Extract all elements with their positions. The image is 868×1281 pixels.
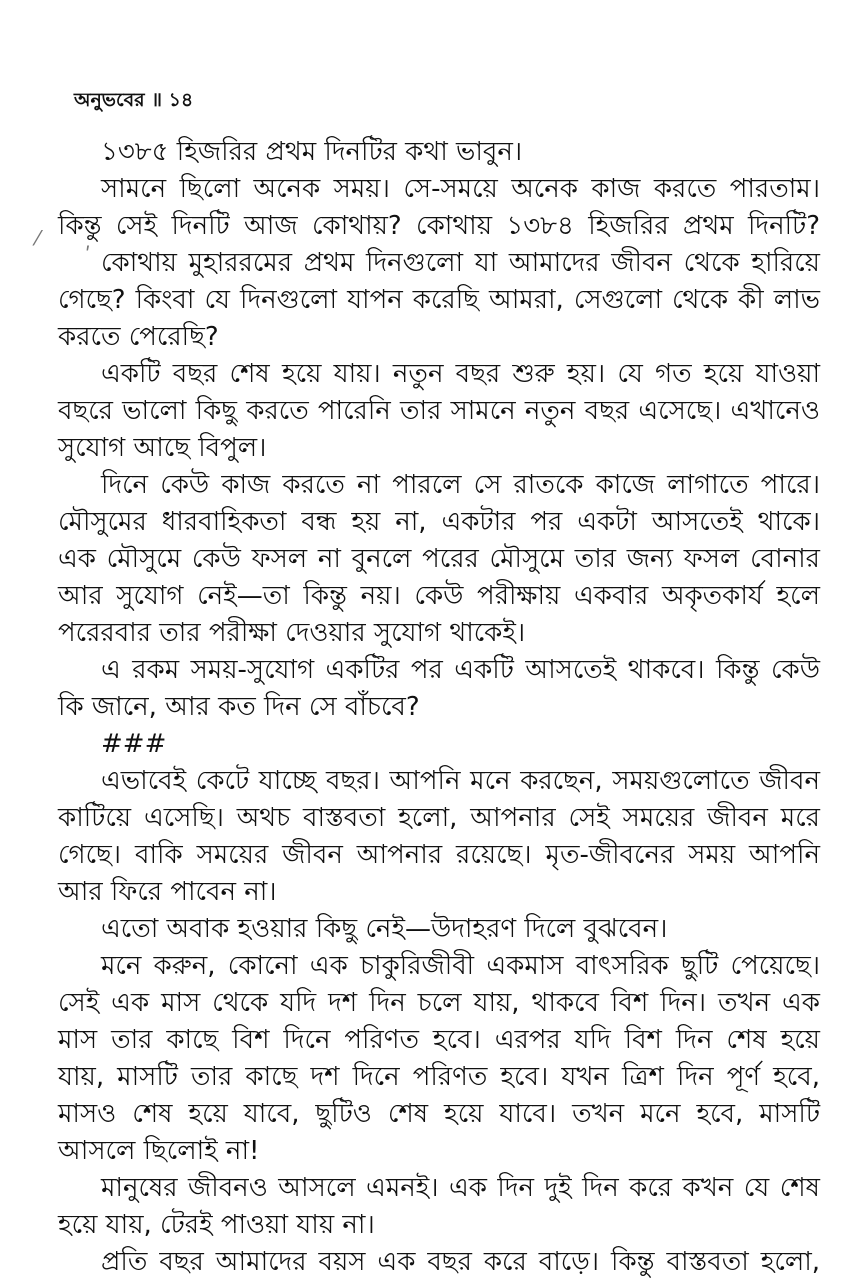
running-head: অনুভবের ॥ ১৪ <box>74 89 194 111</box>
text-line: দিনে কেউ কাজ করতে না পারলে সে রাতকে কাজে লাগাতে পারে। <box>101 470 820 500</box>
text-line: হয়ে যায়, টেরই পাওয়া যায় না। <box>58 1210 375 1240</box>
text-line: সামনে ছিলো অনেক সময়। সে-সময়ে অনেক কাজ করতে পারতাম। <box>101 174 820 204</box>
text-line: আর ফিরে পাবেন না। <box>58 877 277 907</box>
text-line: কি জানে, আর কত দিন সে বাঁচবে? <box>58 692 420 722</box>
section-separator: ### <box>101 729 167 759</box>
text-line: এতো অবাক হওয়ার কিছু নেই—উদাহরণ দিলে বুঝবেন। <box>101 914 668 944</box>
text-line: এভাবেই কেটে যাচ্ছে বছর। আপনি মনে করছেন, সময়গুলোতে জীবন <box>101 766 820 796</box>
text-line: সুযোগ আছে বিপুল। <box>58 433 267 463</box>
text-line: এ রকম সময়-সুযোগ একটির পর একটি আসতেই থাকবে। কিন্তু কেউ <box>101 655 820 685</box>
text-line: বছরে ভালো কিছু করতে পারেনি তার সামনে নতুন বছর এসেছে। এখানেও <box>58 396 820 426</box>
text-line: একটি বছর শেষ হয়ে যায়। নতুন বছর শুরু হয়। যে গত হয়ে যাওয়া <box>101 359 820 389</box>
text-line: গেছে? কিংবা যে দিনগুলো যাপন করেছি আমরা, সেগুলো থেকে কী লাভ <box>58 285 820 315</box>
pencil-mark-icon: ʹ <box>85 243 91 267</box>
text-line: কিন্তু সেই দিনটি আজ কোথায়? কোথায় ১৩৮৪ হিজরির প্রথম দিনটি? <box>58 211 820 241</box>
text-line: পরেরবার তার পরীক্ষা দেওয়ার সুযোগ থাকেই। <box>58 618 526 648</box>
text-line: মৌসুমের ধারবাহিকতা বন্ধ হয় না, একটার পর একটা আসতেই থাকে। <box>58 507 820 537</box>
text-line: কোথায় মুহাররমের প্রথম দিনগুলো যা আমাদের জীবন থেকে হারিয়ে <box>101 248 820 278</box>
text-line: মানুষের জীবনও আসলে এমনই। এক দিন দুই দিন করে কখন যে শেষ <box>101 1173 820 1203</box>
text-line: গেছে। বাকি সময়ের জীবন আপনার রয়েছে। মৃত-জীবনের সময় আপনি <box>58 840 820 870</box>
text-line: যায়, মাসটি তার কাছে দশ দিনে পরিণত হবে। যখন ত্রিশ দিন পূর্ণ হবে, <box>58 1062 820 1092</box>
text-line: মাসও শেষ হয়ে যাবে, ছুটিও শেষ হয়ে যাবে। তখন মনে হবে, মাসটি <box>58 1099 820 1129</box>
text-line: আসলে ছিলোই না! <box>58 1136 260 1166</box>
text-line: প্রতি বছর আমাদের বয়স এক বছর করে বাড়ে। কিন্তু বাস্তবতা হলো, <box>101 1247 820 1277</box>
text-line: এক মৌসুমে কেউ ফসল না বুনলে পরের মৌসুমে তার জন্য ফসল বোনার <box>58 544 820 574</box>
pencil-mark-icon: ⁄ <box>36 226 40 250</box>
text-line: কাটিয়ে এসেছি। অথচ বাস্তবতা হলো, আপনার সেই সময়ের জীবন মরে <box>58 803 820 833</box>
text-line: মনে করুন, কোনো এক চাকুরিজীবী একমাস বাৎসরিক ছুটি পেয়েছে। <box>101 951 820 981</box>
text-line: ১৩৮৫ হিজরির প্রথম দিনটির কথা ভাবুন। <box>101 137 523 167</box>
text-line: আর সুযোগ নেই—তা কিন্তু নয়। কেউ পরীক্ষায় একবার অকৃতকার্য হলে <box>58 581 820 611</box>
text-line: সেই এক মাস থেকে যদি দশ দিন চলে যায়, থাকবে বিশ দিন। তখন এক <box>58 988 820 1018</box>
text-line: করতে পেরেছি? <box>58 322 219 352</box>
text-line: মাস তার কাছে বিশ দিনে পরিণত হবে। এরপর যদি বিশ দিন শেষ হয়ে <box>58 1025 820 1055</box>
